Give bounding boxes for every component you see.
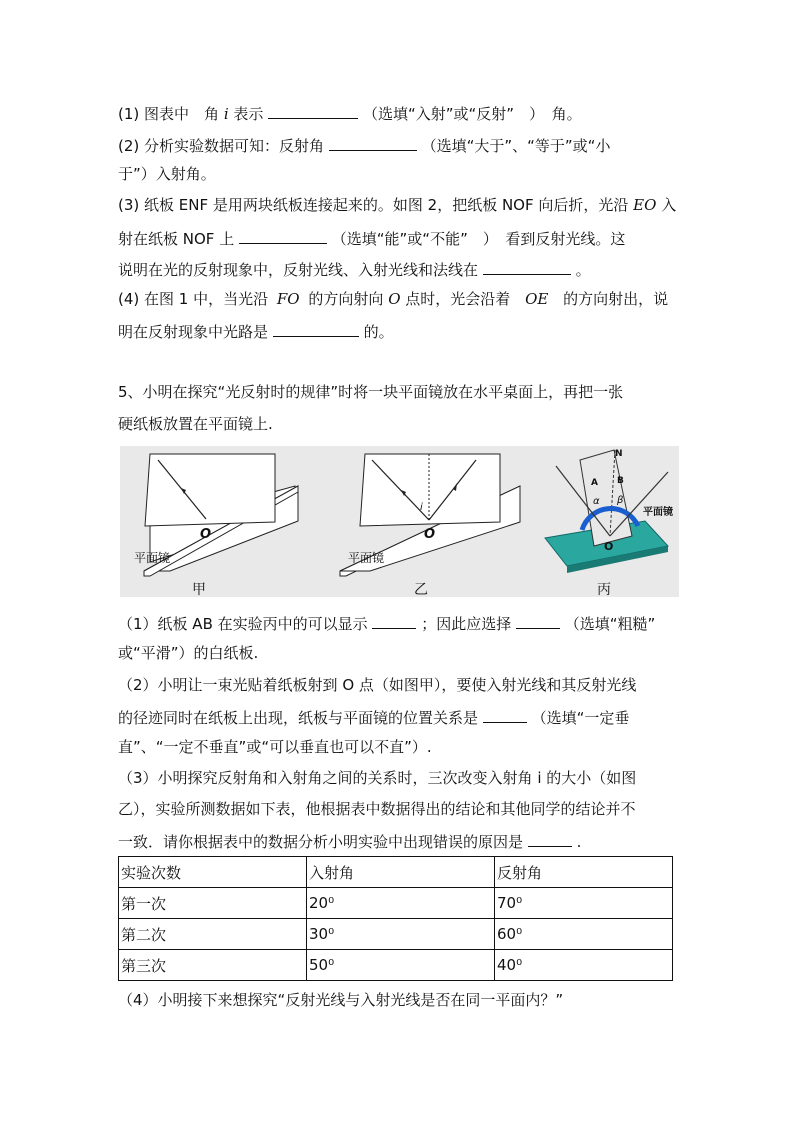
answer-blank[interactable] [516, 612, 560, 629]
table-header-cell: 反射角 [495, 857, 673, 888]
table-cell: 20⁰ [307, 888, 495, 919]
s4-q4-line2: 明在反射现象中光路是 的。 [118, 320, 394, 342]
jia-label: 甲 [192, 582, 206, 597]
table-row [119, 950, 673, 981]
figure-yi [340, 454, 520, 597]
s5-q2-line3: 直”、“一定不垂直”或“可以垂直也可以不直”）. [118, 738, 432, 756]
s5-intro-line1: 5、小明在探究“光反射时的规律”时将一块平面镜放在水平桌面上，再把一张 [118, 383, 624, 401]
yi-label: 乙 [414, 582, 428, 597]
bing-mirror-label: 平面镜 [643, 507, 673, 518]
answer-blank[interactable] [483, 258, 571, 275]
table-cell: 40⁰ [495, 950, 673, 981]
table-cell: 30⁰ [307, 919, 495, 950]
table-cell: 70⁰ [495, 888, 673, 919]
yi-angle-i: i [420, 502, 423, 513]
table-header-cell: 入射角 [307, 857, 495, 888]
table-cell: 第一次 [119, 888, 307, 919]
table-cell: 第三次 [119, 950, 307, 981]
s5-q2-line2: 的径迹同时在纸板上出现，纸板与平面镜的位置关系是 （选填“一定垂 [118, 706, 629, 728]
bing-board-a: A [591, 478, 598, 488]
bing-point-o: O [604, 540, 614, 553]
answer-blank[interactable] [528, 830, 572, 847]
bing-alpha: α [593, 496, 600, 507]
s5-q3-line2: 乙），实验所测数据如下表，他根据表中数据得出的结论和其他同学的结论并不 [118, 800, 636, 818]
table-cell: 第二次 [119, 919, 307, 950]
table-cell: 60⁰ [495, 919, 673, 950]
s4-q2-line2: 于”）入射角。 [118, 165, 216, 183]
s5-q3-line1: （3）小明探究反射角和入射角之间的关系时，三次改变入射角 i 的大小（如图 [118, 769, 637, 787]
bing-board-b: B [617, 476, 624, 486]
answer-blank[interactable] [372, 612, 416, 629]
s4-q3-line2: 射在纸板 NOF 上 （选填“能”或“不能” ） 看到反射光线。这 [118, 227, 625, 249]
yi-point-o: O [424, 527, 436, 542]
answer-blank[interactable] [483, 706, 527, 723]
yi-mirror-label: 平面镜 [348, 551, 385, 565]
experiment-figure [120, 446, 679, 597]
s4-q3-line3: 说明在光的反射现象中，反射光线、入射光线和法线在 。 [118, 258, 591, 280]
table-row [119, 888, 673, 919]
data-table [118, 856, 673, 981]
figure-jia [134, 454, 298, 597]
table-row [119, 919, 673, 950]
s5-intro-line2: 硬纸板放置在平面镜上. [118, 415, 273, 433]
s5-q2-line1: （2）小明让一束光贴着纸板射到 O 点（如图甲），要使入射光线和其反射光线 [118, 676, 637, 694]
s5-q1-line1: （1）纸板 AB 在实验丙中的可以显示 ；因此应选择 （选填“粗糙” [118, 612, 655, 634]
answer-blank[interactable] [273, 320, 359, 337]
jia-point-o: O [200, 527, 212, 542]
bing-label: 丙 [597, 582, 611, 597]
bing-normal-n: N [615, 449, 623, 459]
answer-blank[interactable] [239, 227, 327, 244]
yi-board [360, 454, 500, 526]
s5-q4: （4）小明接下来想探究“反射光线与入射光线是否在同一平面内？” [118, 991, 564, 1009]
s4-q3-line1: (3) 纸板 ENF 是用两块纸板连接起来的。如图 2，把纸板 NOF 向后折，光沿 EO 入 [118, 196, 677, 214]
answer-blank[interactable] [329, 134, 417, 151]
jia-mirror-label: 平面镜 [134, 551, 171, 565]
table-header-cell: 实验次数 [119, 857, 307, 888]
s5-q1-line2: 或“平滑”）的白纸板. [118, 644, 259, 662]
s4-q1: (1) 图表中 角 i 表示 （选填“入射”或“反射” ） 角。 [118, 102, 582, 124]
table-cell: 50⁰ [307, 950, 495, 981]
jia-board [145, 454, 275, 526]
bing-beta: β [617, 495, 624, 506]
table-header-row [119, 857, 673, 888]
s4-q2-line1: (2) 分析实验数据可知：反射角 （选填“大于”、“等于”或“小 [118, 134, 610, 156]
answer-blank[interactable] [268, 102, 358, 119]
s4-q4-line1: (4) 在图 1 中，当光沿 FO 的方向射向 O 点时，光会沿着 OE 的方向射出，说 [118, 290, 669, 308]
figure-bing [545, 449, 673, 597]
s5-q3-line3: 一致．请你根据表中的数据分析小明实验中出现错误的原因是 . [118, 830, 581, 852]
